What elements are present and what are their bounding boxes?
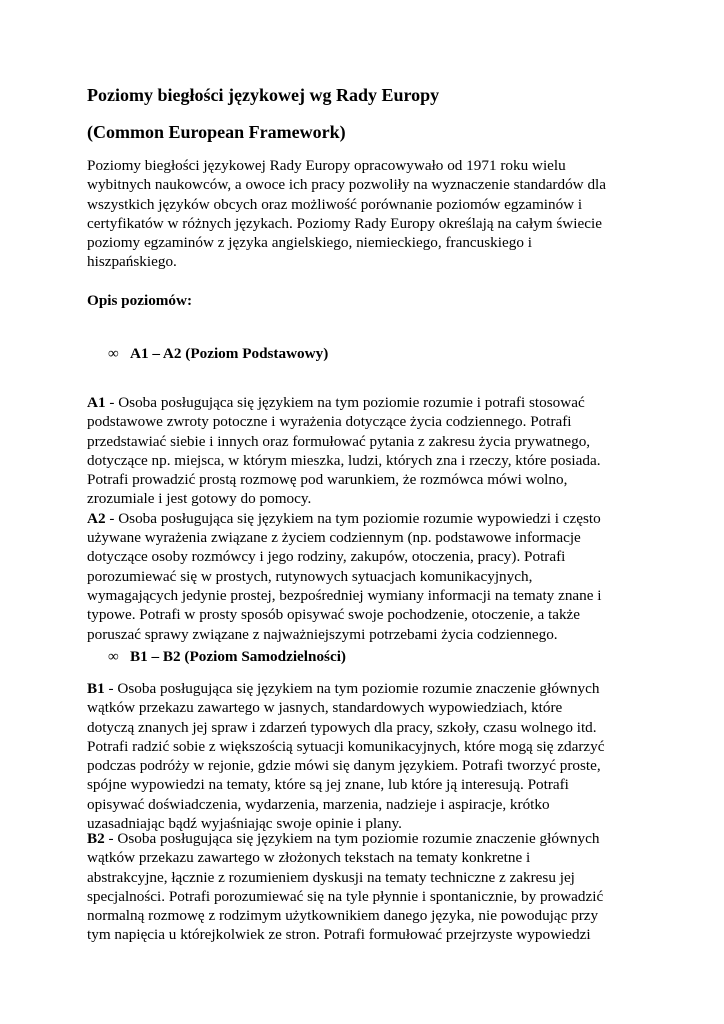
- a2-line: wymagających jedynie prostej, bezpośredniej wymiany informacji na tematy znane i: [87, 586, 602, 604]
- a2-line: poruszać sprawy związane z najważniejszymi potrzebami życia codziennego.: [87, 625, 558, 643]
- intro-line: Poziomy biegłości językowej Rady Europy opracowywało od 1971 roku wielu: [87, 157, 566, 174]
- b1-line: wątków przekazu zawartego w jasnych, standardowych wypowiedziach, które: [87, 699, 563, 717]
- levels-heading: Opis poziomów:: [87, 292, 193, 309]
- infinity-bullet-icon: ∞: [108, 648, 119, 665]
- document-title: Poziomy biegłości językowej wg Rady Europy: [87, 85, 440, 105]
- a1-line: podstawowe zwroty potoczne i wyrażenia dotyczące życia codziennego. Potrafi: [87, 413, 572, 431]
- a2-label: A2: [87, 509, 106, 527]
- b1-line: [87, 679, 647, 698]
- a2-line: [87, 509, 647, 528]
- b2-body: [87, 829, 647, 945]
- b2-text: - Osoba posługująca się językiem na tym poziomie rozumie znaczenie głównych: [104, 830, 600, 847]
- intro-line: wybitnych naukowców, a owoce ich pracy pozwoliły na wyznaczenie standardów dla: [87, 176, 606, 194]
- section-a-heading: [108, 344, 328, 363]
- a1-line: [87, 393, 647, 412]
- a1-line: przedstawiać siebie i innych oraz formułować pytania z zakresu życia prywatnego,: [87, 432, 591, 450]
- b1-line: opisywać doświadczenia, wydarzenia, marzenia, nadzieje i aspiracje, krótko: [87, 795, 550, 813]
- a2-line: porozumiewać się w prostych, rutynowych sytuacjach komunikacyjnych,: [87, 567, 533, 585]
- a2-line: używane wyrażenia związane z życiem codziennym (np. podstawowe informacje: [87, 529, 581, 547]
- b1-line: spójne wypowiedzi na tematy, które są jej znane, lub które ją interesują. Potrafi: [87, 776, 569, 794]
- a2-line: typowe. Potrafi w prosty sposób opisywać swoje pochodzenie, otoczenie, a także: [87, 606, 581, 624]
- a1-line: Potrafi prowadzić prostą rozmowę pod warunkiem, że rozmówca mówi wolno,: [87, 471, 568, 489]
- intro-line: hiszpańskiego.: [87, 253, 177, 271]
- b2-line: specjalności. Potrafi porozumiewać się na tyle płynnie i spontanicznie, by prowadzić: [87, 887, 604, 905]
- b1-line: podczas podróży w rejonie, gdzie mówi się danym językiem. Potrafi tworzyć proste,: [87, 757, 601, 775]
- intro-paragraph: [87, 156, 647, 272]
- b2-label: B2: [87, 830, 105, 847]
- b2-line: wątków przekazu zawartego w złożonych tekstach na tematy konkretne i: [87, 849, 531, 867]
- a1-line: dotyczące np. miejsca, w którym mieszka, ludzi, których zna i rzeczy, które posiada.: [87, 451, 601, 469]
- document-subtitle: (Common European Framework): [87, 122, 346, 142]
- a1-label: A1: [87, 394, 106, 411]
- section-a-label: A1 – A2 (Poziom Podstawowy): [130, 345, 329, 362]
- a2-line: dotyczące osoby rozmówcy i jego rodziny, zakupów, otoczenia, pracy). Potrafi: [87, 548, 566, 566]
- b2-line: normalną rozmowę z rodzimym użytkownikiem danego języka, nie powodując przy: [87, 907, 599, 925]
- intro-line: wszystkich języków obcych oraz możliwość porównanie poziomów egzaminów i: [87, 195, 583, 213]
- b2-line: abstrakcyjne, łącznie z rozumieniem dyskusji na tematy techniczne z zakresu jej: [87, 868, 575, 886]
- infinity-bullet-icon: ∞: [108, 345, 119, 362]
- b2-line: tym napięcia u którejkolwiek ze stron. Potrafi formułować przejrzyste wypowiedzi: [87, 926, 591, 944]
- b1-label: B1: [87, 680, 105, 697]
- b1-line: dotyczą znanych jej spraw i zdarzeń typowych dla pracy, szkoły, czasu wolnego itd.: [87, 718, 597, 736]
- a1-line: zrozumiale i jest gotowy do pomocy.: [87, 490, 312, 508]
- b1-text: - Osoba posługująca się językiem na tym poziomie rozumie znaczenie głównych: [104, 680, 600, 697]
- a2-text: - Osoba posługująca się językiem na tym poziomie rozumie wypowiedzi i często: [105, 509, 601, 527]
- b1-line: Potrafi radzić sobie z większością sytuacji komunikacyjnych, które mogą się zdarzyć: [87, 737, 605, 755]
- section-b-heading: [108, 647, 346, 666]
- b1-line: uzasadniając bądź wyjaśniając swoje opinie i plany.: [87, 815, 402, 833]
- b1-body: [87, 679, 647, 833]
- b2-line: [87, 829, 647, 848]
- intro-line: certyfikatów w różnych językach. Poziomy Rady Europy określają na całym świecie: [87, 214, 602, 232]
- a1-text: - Osoba posługująca się językiem na tym poziomie rozumie i potrafi stosować: [105, 394, 585, 411]
- section-a-body: [87, 393, 647, 644]
- section-b-label: B1 – B2 (Poziom Samodzielności): [130, 648, 346, 665]
- intro-line: poziomy egzaminów z języka angielskiego, niemieckiego, francuskiego i: [87, 234, 532, 252]
